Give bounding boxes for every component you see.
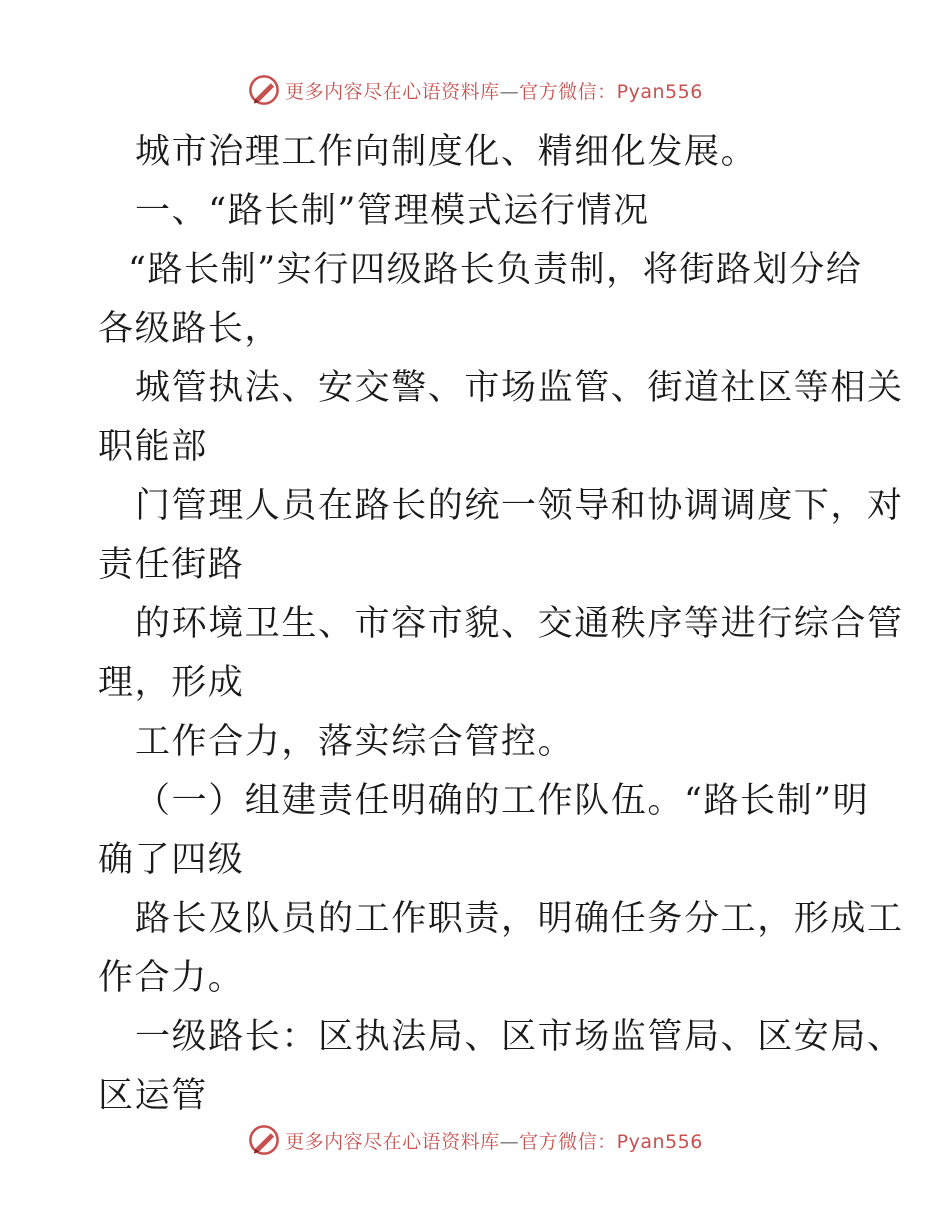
paragraph-line: 责任街路 bbox=[98, 545, 245, 585]
pen-logo-icon bbox=[247, 73, 281, 107]
paragraph-line: 区运管 bbox=[98, 1076, 208, 1116]
subsection-heading: （一）组建责任明确的工作队伍。“路长制”明 bbox=[135, 781, 870, 821]
watermark-text: 更多内容尽在心语资料库—官方微信：Pyan556 bbox=[285, 80, 703, 103]
paragraph-line: 作合力。 bbox=[98, 958, 245, 998]
header-watermark-banner bbox=[0, 70, 950, 110]
paragraph-line: 一级路长：区执法局、区市场监管局、区安局、 bbox=[135, 1017, 904, 1057]
paragraph-line: 确了四级 bbox=[98, 840, 245, 880]
section-heading: 一、“路长制”管理模式运行情况 bbox=[135, 191, 650, 231]
paragraph-line: “路长制”实行四级路长负责制，将街路划分给 bbox=[128, 250, 863, 290]
paragraph-line: 的环境卫生、市容市貌、交通秩序等进行综合管 bbox=[135, 604, 904, 644]
paragraph-line: 职能部 bbox=[98, 427, 208, 467]
paragraph-line: 门管理人员在路长的统一领导和协调调度下，对 bbox=[135, 486, 904, 526]
watermark-text: 更多内容尽在心语资料库—官方微信：Pyan556 bbox=[285, 1130, 703, 1153]
paragraph-line: 理，形成 bbox=[98, 663, 245, 703]
pen-logo-icon bbox=[247, 1123, 281, 1157]
footer-watermark-banner bbox=[0, 1120, 950, 1160]
paragraph-line: 工作合力，落实综合管控。 bbox=[135, 722, 575, 762]
paragraph-line: 城管执法、安交警、市场监管、街道社区等相关 bbox=[135, 368, 904, 408]
paragraph-line: 各级路长， bbox=[98, 309, 282, 349]
document-body bbox=[98, 123, 904, 1126]
paragraph-line: 城市治理工作向制度化、精细化发展。 bbox=[135, 132, 758, 172]
paragraph-line: 路长及队员的工作职责，明确任务分工，形成工 bbox=[135, 899, 904, 939]
